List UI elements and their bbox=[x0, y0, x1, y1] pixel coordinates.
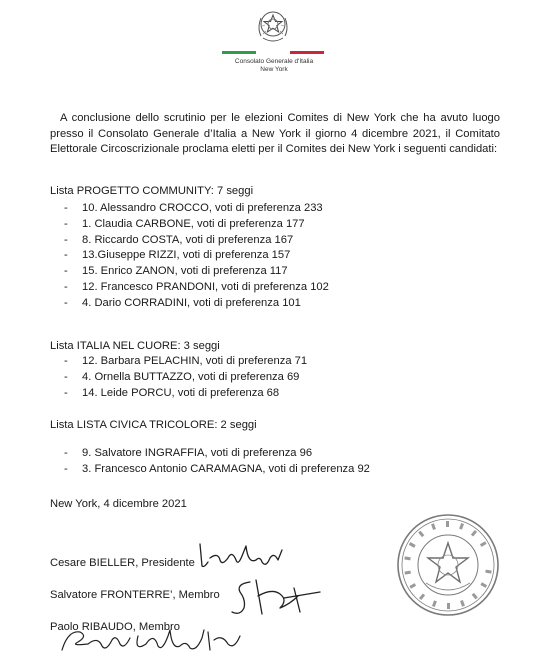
signatory-member-ribaudo: Paolo RIBAUDO, Membro bbox=[50, 621, 180, 633]
list-item: - 10. Alessandro CROCCO, voti di preferenza 233 bbox=[62, 201, 329, 217]
list-item: - 12. Barbara PELACHIN, voti di preferenza 71 bbox=[62, 354, 307, 370]
intro-paragraph: A conclusione dello scrutinio per le elezioni Comites di New York che ha avuto luogo presso il Consolato Generale d’Italia a New York il giorno 4 dicembre 2021, il Comitato Elettorale Circoscrizionale proclama eletti per il Comites dei New York i seguenti candidati: bbox=[50, 112, 500, 155]
list-item: - 13.Giuseppe RIZZI, voti di preferenza 157 bbox=[62, 248, 329, 264]
list-item: - 4. Dario CORRADINI, voti di preferenza 101 bbox=[62, 296, 329, 312]
list-item: - 14. Leide PORCU, voti di preferenza 68 bbox=[62, 386, 307, 402]
list-item: - 12. Francesco PRANDONI, voti di preferenza 102 bbox=[62, 280, 329, 296]
list-title-progetto-community: Lista PROGETTO COMMUNITY: 7 seggi bbox=[50, 185, 254, 197]
ribaudo-signature-icon bbox=[58, 626, 244, 654]
flag-white-stripe bbox=[256, 51, 290, 54]
official-consulate-seal-icon bbox=[396, 513, 500, 617]
bieller-signature-icon bbox=[196, 538, 292, 572]
consulate-name bbox=[190, 58, 358, 74]
list-title-italia-nel-cuore: Lista ITALIA NEL CUORE: 3 seggi bbox=[50, 340, 220, 352]
list-title-lista-civica-tricolore: Lista LISTA CIVICA TRICOLORE: 2 seggi bbox=[50, 419, 257, 431]
candidate-list-progetto-community bbox=[62, 201, 329, 312]
list-item: - 9. Salvatore INGRAFFIA, voti di preferenza 96 bbox=[62, 446, 370, 462]
list-item: - 1. Claudia CARBONE, voti di preferenza 177 bbox=[62, 217, 329, 233]
list-item: - 3. Francesco Antonio CARAMAGNA, voti di preferenza 92 bbox=[62, 462, 370, 478]
consulate-line2: New York bbox=[260, 66, 288, 73]
consulate-line1: Consolato Generale d'Italia bbox=[234, 58, 314, 65]
list-item: - 15. Enrico ZANON, voti di preferenza 117 bbox=[62, 264, 329, 280]
list-item: - 8. Riccardo COSTA, voti di preferenza 167 bbox=[62, 233, 329, 249]
flag-red-stripe bbox=[290, 51, 324, 54]
document-date: New York, 4 dicembre 2021 bbox=[50, 498, 187, 510]
candidate-list-lista-civica-tricolore bbox=[62, 446, 370, 478]
candidate-list-italia-nel-cuore bbox=[62, 354, 307, 401]
italian-republic-emblem-icon bbox=[255, 6, 291, 46]
signatory-president: Cesare BIELLER, Presidente bbox=[50, 557, 195, 569]
italian-flag-bar bbox=[222, 51, 324, 54]
fronterre-signature-icon bbox=[228, 578, 324, 620]
flag-green-stripe bbox=[222, 51, 256, 54]
list-item: - 4. Ornella BUTTAZZO, voti di preferenza 69 bbox=[62, 370, 307, 386]
signatory-member-fronterre: Salvatore FRONTERRE’, Membro bbox=[50, 589, 220, 601]
